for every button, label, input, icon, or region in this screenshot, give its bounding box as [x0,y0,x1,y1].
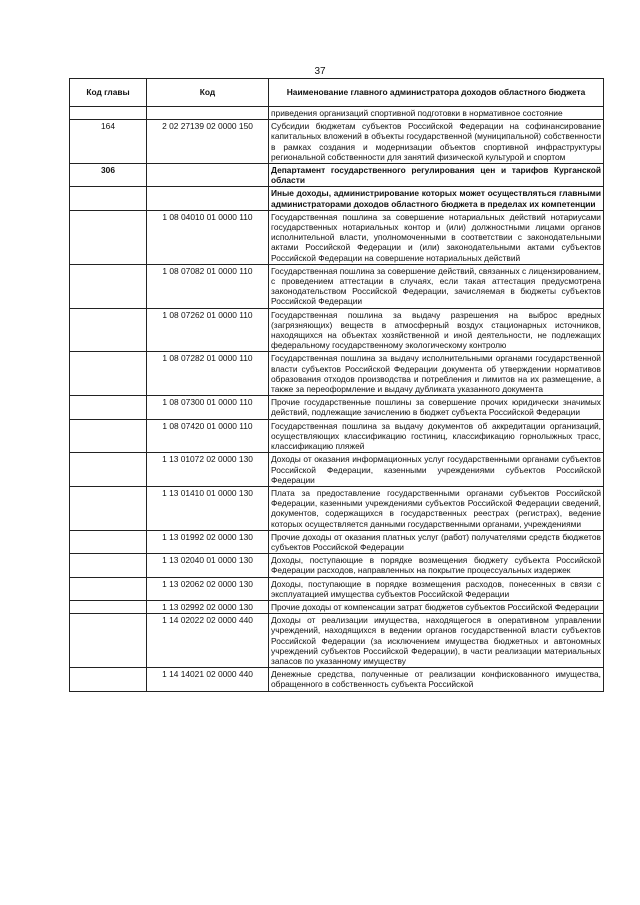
cell-code-glavy [70,187,147,210]
cell-name: Плата за предоставление государственными органами субъектов Российской Федерации, казенными учреждениями субъектов Российской Федерации сведений, документов, содержащихся в государственных реестрах (регистрах), ведение которых осуществляется данными государственными органами, учреждениями [269,486,604,530]
table-row [70,210,604,264]
cell-code-glavy [70,614,147,668]
cell-name: Доходы от оказания информационных услуг государственными органами субъектов Российской Федерации, казенными учреждениями субъектов Российской Федерации [269,453,604,487]
cell-name: Департамент государственного регулирования цен и тарифов Курганской области [269,164,604,187]
table-row [70,120,604,164]
cell-code: 1 13 02040 01 0000 130 [147,554,269,577]
table-row [70,352,604,396]
cell-code: 1 14 14021 02 0000 440 [147,668,269,691]
cell-code-glavy [70,419,147,453]
cell-name: Государственная пошлина за выдачу исполнительными органами государственной власти субъектов Российской Федерации документа об утверждении нормативов образования отходов производства и потребления и лимитов на их размещение, а также за переоформление и выдачу дубликата указанного документа [269,352,604,396]
cell-name: Государственная пошлина за совершение нотариальных действий нотариусами государственных нотариальных контор и (или) должностными лицами органов исполнительной власти, уполномоченными в соответствии с законодательными актами Российской Федерации и (или) законодательными актами субъектов Российской Федерации на совершение нотариальных действий [269,210,604,264]
table-row [70,486,604,530]
cell-code: 2 02 27139 02 0000 150 [147,120,269,164]
cell-code-glavy: 306 [70,164,147,187]
cell-code-glavy [70,668,147,691]
cell-name: Иные доходы, администрирование которых может осуществляться главными администраторами доходов областного бюджета в пределах их компетенции [269,187,604,210]
table-header-row [70,79,604,107]
cell-code-glavy [70,554,147,577]
cell-code-glavy [70,308,147,352]
header-name: Наименование главного администратора доходов областного бюджета [269,79,604,107]
cell-name: Государственная пошлина за совершение действий, связанных с лицензированием, с проведением аттестации в случаях, если такая аттестация предусмотрена законодательством Российской Федерации, зачисляемая в бюджеты субъектов Российской Федерации [269,264,604,308]
cell-name: Денежные средства, полученные от реализации конфискованного имущества, обращенного в собственность субъекта Российской [269,668,604,691]
cell-code: 1 14 02022 02 0000 440 [147,614,269,668]
table-row [70,554,604,577]
cell-code: 1 08 04010 01 0000 110 [147,210,269,264]
table-row [70,668,604,691]
cell-code: 1 08 07300 01 0000 110 [147,396,269,419]
cell-name: Доходы от реализации имущества, находящегося в оперативном управлении учреждений, находящихся в ведении органов государственной власти субъектов Российской Федерации (за исключением имущества бюджетных и автономных учреждений субъектов Российской Федерации), в части реализации материальных запасов по указанному имуществу [269,614,604,668]
page-number: 37 [314,66,326,77]
cell-name: приведения организаций спортивной подготовки в нормативное состояние [269,107,604,120]
table-row [70,453,604,487]
table-row [70,577,604,600]
cell-code: 1 08 07262 01 0000 110 [147,308,269,352]
table-row [70,600,604,613]
cell-code-glavy [70,352,147,396]
cell-code: 1 13 01072 02 0000 130 [147,453,269,487]
table-row [70,530,604,553]
table-row [70,614,604,668]
cell-code [147,187,269,210]
cell-code-glavy: 164 [70,120,147,164]
cell-code-glavy [70,107,147,120]
cell-code-glavy [70,486,147,530]
cell-code: 1 08 07420 01 0000 110 [147,419,269,453]
cell-code-glavy [70,396,147,419]
cell-code-glavy [70,577,147,600]
cell-code: 1 13 01992 02 0000 130 [147,530,269,553]
cell-code: 1 08 07082 01 0000 110 [147,264,269,308]
cell-code-glavy [70,530,147,553]
table-row [70,396,604,419]
table-row [70,107,604,120]
cell-code-glavy [70,600,147,613]
cell-code: 1 08 07282 01 0000 110 [147,352,269,396]
cell-name: Государственная пошлина за выдачу документов об аккредитации организаций, осуществляющих классификацию гостиниц, классификацию горнолыжных трасс, классификацию пляжей [269,419,604,453]
cell-code-glavy [70,264,147,308]
cell-name: Доходы, поступающие в порядке возмещения бюджету субъекта Российской Федерации расходов, направленных на покрытие процессуальных издержек [269,554,604,577]
table-row [70,164,604,187]
cell-code: 1 13 02992 02 0000 130 [147,600,269,613]
cell-code [147,164,269,187]
table-row [70,264,604,308]
revenue-administrators-table [69,78,604,692]
header-code: Код [147,79,269,107]
table-body [70,107,604,692]
cell-code-glavy [70,210,147,264]
table-row [70,419,604,453]
cell-name: Доходы, поступающие в порядке возмещения расходов, понесенных в связи с эксплуатацией имущества субъектов Российской Федерации [269,577,604,600]
cell-name: Государственная пошлина за выдачу разрешения на выброс вредных (загрязняющих) веществ в атмосферный воздух стационарных источников, находящихся на объектах хозяйственной и иной деятельности, не подлежащих федеральному государственному экологическому контролю [269,308,604,352]
cell-name: Прочие государственные пошлины за совершение прочих юридически значимых действий, подлежащие зачислению в бюджет субъекта Российской Федерации [269,396,604,419]
table-row [70,187,604,210]
cell-name: Прочие доходы от оказания платных услуг (работ) получателями средств бюджетов субъектов Российской Федерации [269,530,604,553]
header-code-glavy: Код главы [70,79,147,107]
cell-code: 1 13 01410 01 0000 130 [147,486,269,530]
cell-code: 1 13 02062 02 0000 130 [147,577,269,600]
cell-code-glavy [70,453,147,487]
cell-code [147,107,269,120]
cell-name: Прочие доходы от компенсации затрат бюджетов субъектов Российской Федерации [269,600,604,613]
cell-name: Субсидии бюджетам субъектов Российской Федерации на софинансирование капитальных вложений в объекты государственной (муниципальной) собственности в рамках создания и модернизации объектов спортивной инфраструктуры региональной собственности для занятий физической культурой и спортом [269,120,604,164]
table-row [70,308,604,352]
